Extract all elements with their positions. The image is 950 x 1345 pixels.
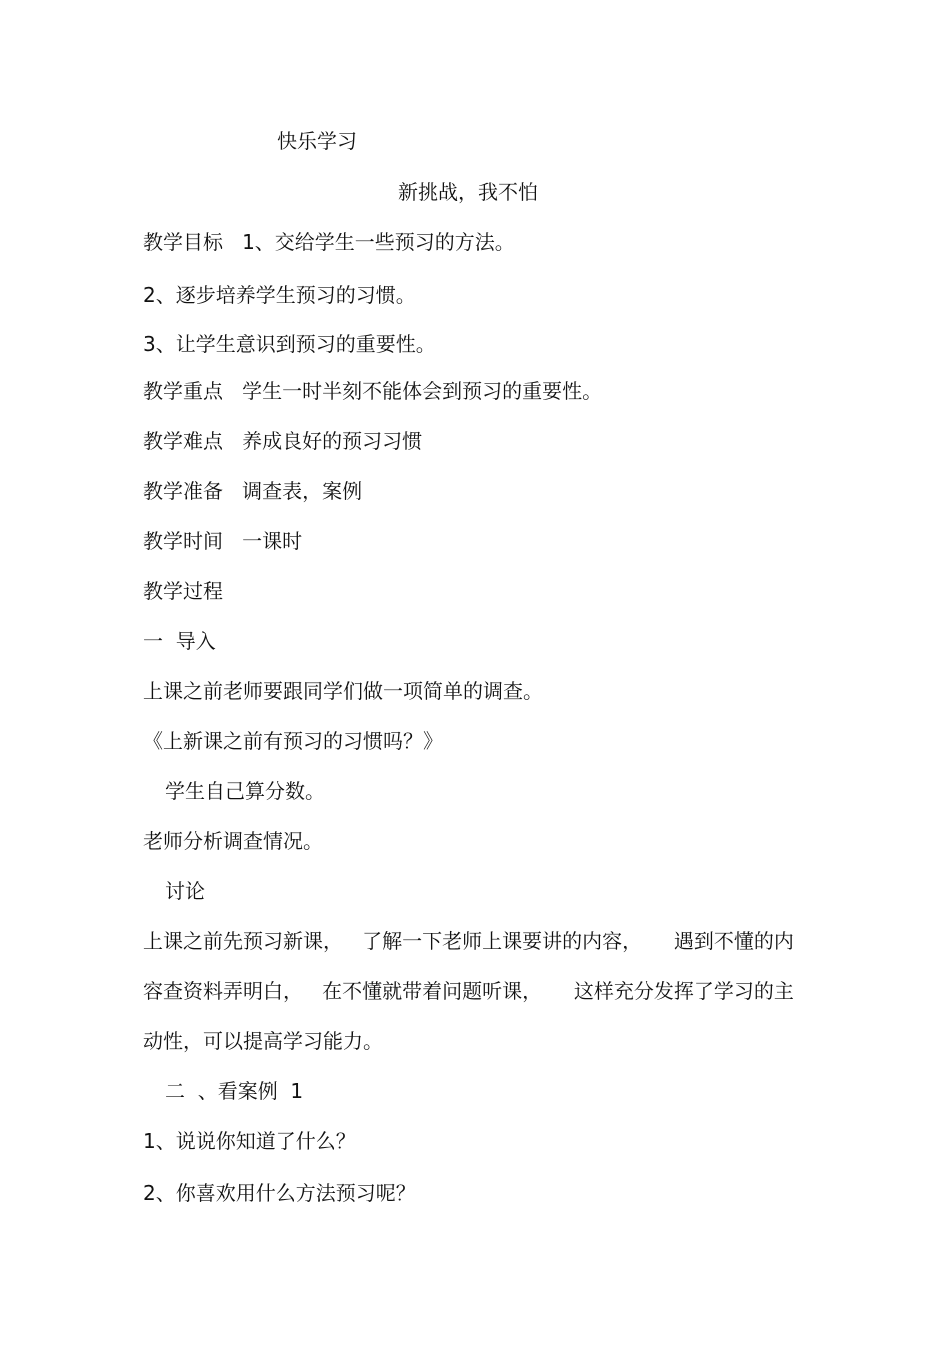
question-2: 2、你喜欢用什么方法预习呢？ bbox=[143, 1181, 416, 1205]
discussion-line-2: 容查资料弄明白， 在不懂就带着问题听课， 这样充分发挥了学习的主 bbox=[143, 979, 794, 1003]
difficulty: 教学难点 养成良好的预习习惯 bbox=[143, 429, 423, 453]
process-heading: 教学过程 bbox=[143, 579, 223, 603]
paragraph-survey: 上课之前老师要跟同学们做一项简单的调查。 bbox=[143, 679, 543, 703]
document-title: 新挑战，我不怕 bbox=[398, 180, 538, 204]
teaching-time: 教学时间 一课时 bbox=[143, 529, 303, 553]
survey-title: 《上新课之前有预习的习惯吗？》 bbox=[143, 729, 443, 753]
key-point: 教学重点 学生一时半刻不能体会到预习的重要性。 bbox=[143, 379, 603, 403]
objective-line-2: 2、逐步培养学生预习的习惯。 bbox=[143, 283, 416, 307]
objective-line-1: 教学目标 1、交给学生一些预习的方法。 bbox=[143, 230, 515, 254]
discussion-line-1: 上课之前先预习新课， 了解一下老师上课要讲的内容， 遇到不懂的内 bbox=[143, 929, 794, 953]
section-heading-case: 二 、看案例 1 bbox=[165, 1079, 304, 1103]
objective-line-3: 3、让学生意识到预习的重要性。 bbox=[143, 332, 436, 356]
paragraph-score: 学生自己算分数。 bbox=[165, 779, 325, 803]
preparation: 教学准备 调查表，案例 bbox=[143, 479, 363, 503]
document-header: 快乐学习 bbox=[277, 129, 357, 153]
section-heading-intro: 一 导入 bbox=[143, 629, 216, 653]
discussion-heading: 讨论 bbox=[165, 879, 205, 903]
discussion-line-3: 动性，可以提高学习能力。 bbox=[143, 1029, 383, 1053]
question-1: 1、说说你知道了什么？ bbox=[143, 1129, 356, 1153]
paragraph-analysis: 老师分析调查情况。 bbox=[143, 829, 323, 853]
